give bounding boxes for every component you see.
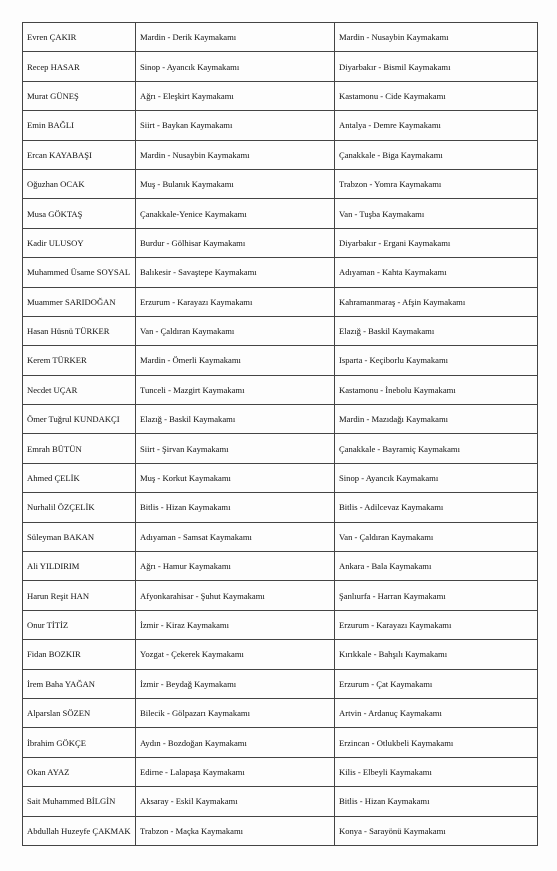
table-row (23, 287, 538, 316)
new-post-cell: Bitlis - Hizan Kaymakamı (335, 787, 538, 816)
new-post-cell: Mardin - Mazıdağı Kaymakamı (335, 405, 538, 434)
table-row (23, 434, 538, 463)
new-post-cell: Antalya - Demre Kaymakamı (335, 111, 538, 140)
current-post-cell: İzmir - Beydağ Kaymakamı (136, 669, 335, 698)
new-post-cell: Isparta - Keçiborlu Kaymakamı (335, 346, 538, 375)
table-row (23, 493, 538, 522)
current-post-cell: Burdur - Gölhisar Kaymakamı (136, 228, 335, 257)
new-post-cell: Artvin - Ardanuç Kaymakamı (335, 698, 538, 727)
current-post-cell: Aksaray - Eskil Kaymakamı (136, 787, 335, 816)
official-name-cell: Ömer Tuğrul KUNDAKÇI (23, 405, 136, 434)
current-post-cell: Bilecik - Gölpazarı Kaymakamı (136, 698, 335, 727)
table-row (23, 669, 538, 698)
table-row (23, 787, 538, 816)
official-name-cell: Kadir ULUSOY (23, 228, 136, 257)
current-post-cell: Van - Çaldıran Kaymakamı (136, 316, 335, 345)
official-name-cell: Murat GÜNEŞ (23, 81, 136, 110)
current-post-cell: Ağrı - Eleşkirt Kaymakamı (136, 81, 335, 110)
official-name-cell: Ahmed ÇELİK (23, 463, 136, 492)
table-row (23, 23, 538, 52)
current-post-cell: Tunceli - Mazgirt Kaymakamı (136, 375, 335, 404)
current-post-cell: Aydın - Bozdoğan Kaymakamı (136, 728, 335, 757)
table-row (23, 757, 538, 786)
official-name-cell: İbrahim GÖKÇE (23, 728, 136, 757)
table-row (23, 816, 538, 845)
table-row (23, 728, 538, 757)
current-post-cell: Çanakkale-Yenice Kaymakamı (136, 199, 335, 228)
new-post-cell: Elazığ - Baskil Kaymakamı (335, 316, 538, 345)
new-post-cell: Kahramanmaraş - Afşin Kaymakamı (335, 287, 538, 316)
official-name-cell: Sait Muhammed BİLGİN (23, 787, 136, 816)
current-post-cell: Mardin - Derik Kaymakamı (136, 23, 335, 52)
table-row (23, 111, 538, 140)
table-row (23, 346, 538, 375)
new-post-cell: Kastamonu - İnebolu Kaymakamı (335, 375, 538, 404)
new-post-cell: Kırıkkale - Bahşılı Kaymakamı (335, 640, 538, 669)
current-post-cell: Yozgat - Çekerek Kaymakamı (136, 640, 335, 669)
new-post-cell: Mardin - Nusaybin Kaymakamı (335, 23, 538, 52)
official-name-cell: Fidan BOZKIR (23, 640, 136, 669)
official-name-cell: Muammer SARIDOĞAN (23, 287, 136, 316)
official-name-cell: Ali YILDIRIM (23, 552, 136, 581)
new-post-cell: Kilis - Elbeyli Kaymakamı (335, 757, 538, 786)
new-post-cell: Erzurum - Çat Kaymakamı (335, 669, 538, 698)
new-post-cell: Kastamonu - Cide Kaymakamı (335, 81, 538, 110)
current-post-cell: Adıyaman - Samsat Kaymakamı (136, 522, 335, 551)
official-name-cell: Emrah BÜTÜN (23, 434, 136, 463)
official-name-cell: Nurhalil ÖZÇELİK (23, 493, 136, 522)
current-post-cell: Elazığ - Baskil Kaymakamı (136, 405, 335, 434)
new-post-cell: Çanakkale - Bayramiç Kaymakamı (335, 434, 538, 463)
official-name-cell: Onur TİTİZ (23, 610, 136, 639)
current-post-cell: Erzurum - Karayazı Kaymakamı (136, 287, 335, 316)
official-name-cell: Alparslan SÖZEN (23, 698, 136, 727)
new-post-cell: Şanlıurfa - Harran Kaymakamı (335, 581, 538, 610)
table-row (23, 228, 538, 257)
table-row (23, 316, 538, 345)
appointment-table-body (23, 23, 538, 846)
current-post-cell: Sinop - Ayancık Kaymakamı (136, 52, 335, 81)
official-name-cell: Süleyman BAKAN (23, 522, 136, 551)
official-name-cell: Okan AYAZ (23, 757, 136, 786)
current-post-cell: Afyonkarahisar - Şuhut Kaymakamı (136, 581, 335, 610)
table-row (23, 140, 538, 169)
official-name-cell: Abdullah Huzeyfe ÇAKMAK (23, 816, 136, 845)
official-name-cell: Musa GÖKTAŞ (23, 199, 136, 228)
table-row (23, 640, 538, 669)
table-row (23, 199, 538, 228)
official-name-cell: Necdet UÇAR (23, 375, 136, 404)
table-row (23, 405, 538, 434)
table-row (23, 698, 538, 727)
new-post-cell: Trabzon - Yomra Kaymakamı (335, 169, 538, 198)
table-row (23, 581, 538, 610)
new-post-cell: Diyarbakır - Bismil Kaymakamı (335, 52, 538, 81)
table-row (23, 169, 538, 198)
current-post-cell: Trabzon - Maçka Kaymakamı (136, 816, 335, 845)
current-post-cell: İzmir - Kiraz Kaymakamı (136, 610, 335, 639)
current-post-cell: Siirt - Şirvan Kaymakamı (136, 434, 335, 463)
current-post-cell: Muş - Korkut Kaymakamı (136, 463, 335, 492)
table-row (23, 552, 538, 581)
new-post-cell: Adıyaman - Kahta Kaymakamı (335, 258, 538, 287)
new-post-cell: Konya - Sarayönü Kaymakamı (335, 816, 538, 845)
official-name-cell: Harun Reşit HAN (23, 581, 136, 610)
official-name-cell: Ercan KAYABAŞI (23, 140, 136, 169)
table-row (23, 463, 538, 492)
table-row (23, 610, 538, 639)
current-post-cell: Ağrı - Hamur Kaymakamı (136, 552, 335, 581)
appointment-table (22, 22, 538, 846)
new-post-cell: Çanakkale - Biga Kaymakamı (335, 140, 538, 169)
official-name-cell: Oğuzhan OCAK (23, 169, 136, 198)
table-row (23, 81, 538, 110)
table-row (23, 375, 538, 404)
new-post-cell: Ankara - Bala Kaymakamı (335, 552, 538, 581)
official-name-cell: Recep HASAR (23, 52, 136, 81)
official-name-cell: Muhammed Üsame SOYSAL (23, 258, 136, 287)
new-post-cell: Bitlis - Adilcevaz Kaymakamı (335, 493, 538, 522)
current-post-cell: Muş - Bulanık Kaymakamı (136, 169, 335, 198)
official-name-cell: Evren ÇAKIR (23, 23, 136, 52)
current-post-cell: Bitlis - Hizan Kaymakamı (136, 493, 335, 522)
current-post-cell: Mardin - Ömerli Kaymakamı (136, 346, 335, 375)
new-post-cell: Erzurum - Karayazı Kaymakamı (335, 610, 538, 639)
official-name-cell: İrem Baha YAĞAN (23, 669, 136, 698)
new-post-cell: Erzincan - Otlukbeli Kaymakamı (335, 728, 538, 757)
current-post-cell: Balıkesir - Savaştepe Kaymakamı (136, 258, 335, 287)
current-post-cell: Mardin - Nusaybin Kaymakamı (136, 140, 335, 169)
table-row (23, 52, 538, 81)
official-name-cell: Hasan Hüsnü TÜRKER (23, 316, 136, 345)
new-post-cell: Diyarbakır - Ergani Kaymakamı (335, 228, 538, 257)
table-row (23, 522, 538, 551)
new-post-cell: Van - Çaldıran Kaymakamı (335, 522, 538, 551)
official-name-cell: Kerem TÜRKER (23, 346, 136, 375)
table-row (23, 258, 538, 287)
official-name-cell: Emin BAĞLI (23, 111, 136, 140)
current-post-cell: Siirt - Baykan Kaymakamı (136, 111, 335, 140)
new-post-cell: Van - Tuşba Kaymakamı (335, 199, 538, 228)
new-post-cell: Sinop - Ayancık Kaymakamı (335, 463, 538, 492)
current-post-cell: Edirne - Lalapaşa Kaymakamı (136, 757, 335, 786)
